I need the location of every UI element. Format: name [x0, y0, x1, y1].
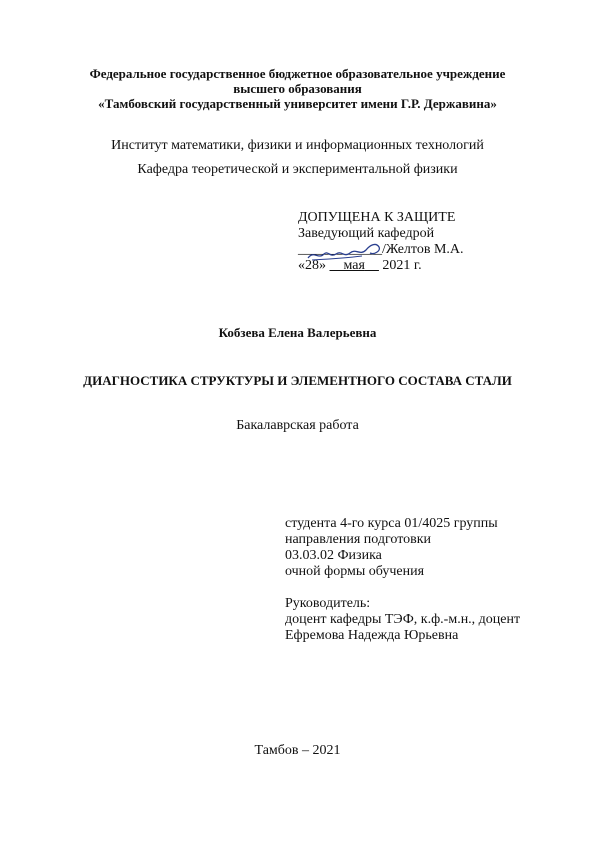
approval-month: мая: [343, 258, 365, 273]
organization-header: [0, 66, 595, 111]
header-line-3: «Тамбовский государственный университет имени Г.Р. Державина»: [98, 96, 497, 111]
author-name: Кобзева Елена Валерьевна: [218, 325, 377, 340]
approval-year: 2021 г.: [382, 258, 422, 273]
supervisor-block: [285, 596, 520, 644]
city-year: Тамбов – 2021: [254, 743, 341, 758]
approval-role: Заведующий кафедрой: [298, 226, 435, 241]
department: Кафедра теоретической и экспериментальной физики: [137, 162, 458, 177]
supervisor-name: Ефремова Надежда Юрьевна: [285, 628, 459, 643]
approver-name: /Желтов М.А.: [382, 242, 464, 257]
approval-title: ДОПУЩЕНА К ЗАЩИТЕ: [298, 210, 456, 225]
thesis-title: ДИАГНОСТИКА СТРУКТУРЫ И ЭЛЕМЕНТНОГО СОСТАВА СТАЛИ: [83, 373, 512, 388]
student-info-line-2: направления подготовки: [285, 532, 432, 547]
institute: Институт математики, физики и информационных технологий: [111, 138, 484, 153]
student-info-line-1: студента 4-го курса 01/4025 группы: [285, 516, 498, 531]
supervisor-position: доцент кафедры ТЭФ, к.ф.-м.н., доцент: [285, 612, 521, 627]
signature-image: [300, 238, 392, 266]
supervisor-label: Руководитель:: [285, 596, 371, 611]
signature-line: ____________: [298, 242, 382, 257]
student-info: [285, 516, 498, 580]
header-line-2: высшего образования: [233, 81, 362, 96]
header-line-1: Федеральное государственное бюджетное образовательное учреждение: [89, 66, 506, 81]
approval-day: «28»: [298, 258, 326, 273]
student-info-line-3: 03.03.02 Физика: [285, 548, 382, 563]
student-info-line-4: очной формы обучения: [285, 564, 425, 579]
work-type: Бакалаврская работа: [236, 418, 359, 433]
